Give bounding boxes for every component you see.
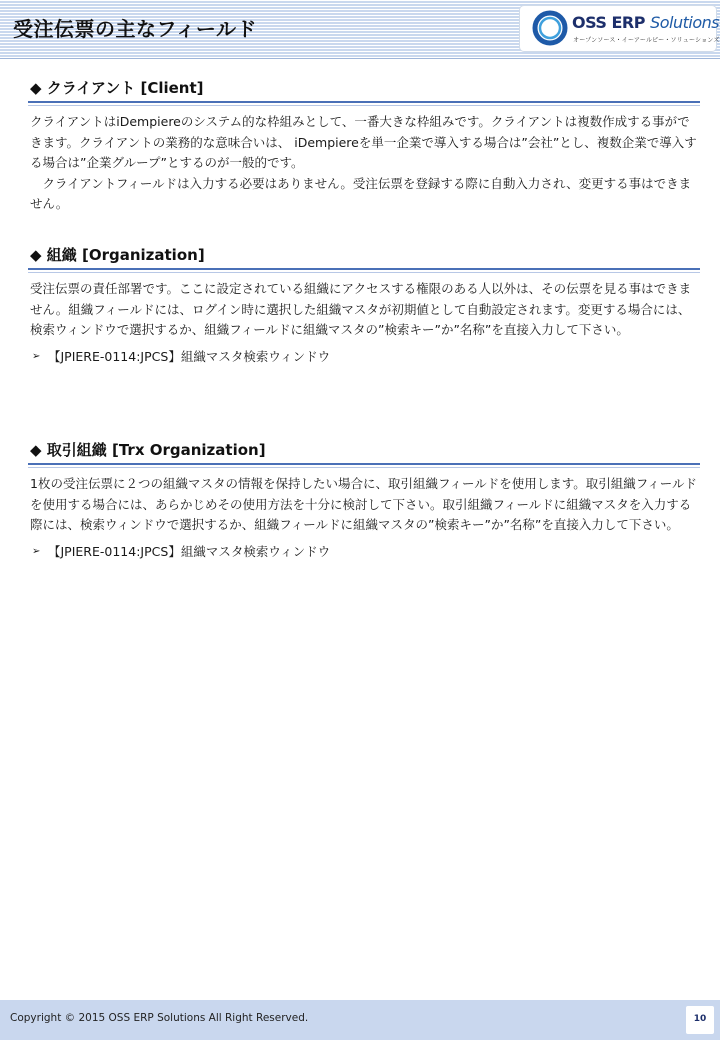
paragraph: クライアントはiDempiereのシステム的な枠組みとして、一番大きな枠組みです。クライアントは複数作成する事ができます。クライアントの業務的な意味合いは、 iDempiereを単一企業で導入する場合は”会社”とし、複数企業で導入する場合は”企業グループ”とするのが一般的です。 xyxy=(30,114,697,170)
section-divider-thin xyxy=(28,105,700,106)
section-body xyxy=(30,112,700,215)
page-footer xyxy=(0,1000,720,1040)
section-divider-thin xyxy=(28,272,700,273)
section-divider xyxy=(28,463,700,465)
logo-name xyxy=(572,13,719,32)
section-divider-thin xyxy=(28,467,700,468)
section-client xyxy=(28,78,700,215)
section-divider xyxy=(28,101,700,103)
logo-name-suffix: Solutions xyxy=(650,13,720,32)
page-title: 受注伝票の主なフィールド xyxy=(13,17,257,41)
section-trx-organization xyxy=(28,440,700,562)
paragraph: 1枚の受注伝票に２つの組織マスタの情報を保持したい場合に、取引組織フィールドを使用します。取引組織フィールドを使用する場合には、あらかじめその使用方法を十分に検討して下さい。取引組織フィールドに組織マスタを入力する際には、検索ウィンドウで選択するか、組織フィールドに組織マスタの”検索キー”か”名称”を直接入力して下さい。 xyxy=(30,476,697,532)
logo-ring-icon xyxy=(532,10,568,46)
page-number-box xyxy=(686,1006,714,1034)
section-body xyxy=(30,474,700,536)
page-header xyxy=(0,0,720,59)
reference-link-text: 【JPIERE-0114:JPCS】組織マスタ検索ウィンドウ xyxy=(48,543,331,559)
section-body xyxy=(30,279,700,341)
paragraph: 受注伝票の責任部署です。ここに設定されている組織にアクセスする権限のある人以外は、その伝票を見る事はできません。組織フィールドには、ログイン時に選択した組織マスタが初期値として自動設定されます。変更する場合には、検索ウィンドウで選択するか、組織フィールドに組織マスタの”検索キー”か”名称”を直接入力して下さい。 xyxy=(30,281,692,337)
paragraph: クライアントフィールドは入力する必要はありません。受注伝票を登録する際に自動入力され、変更する事はできません。 xyxy=(30,175,692,211)
section-heading: ◆ 取引組織 [Trx Organization] xyxy=(30,441,266,459)
arrow-bullet-icon: ➢ xyxy=(32,350,41,362)
section-divider xyxy=(28,268,700,270)
page-number: 10 xyxy=(693,1014,707,1024)
arrow-bullet-icon: ➢ xyxy=(32,545,41,557)
reference-link-text: 【JPIERE-0114:JPCS】組織マスタ検索ウィンドウ xyxy=(48,348,331,364)
copyright-text: Copyright © 2015 OSS ERP Solutions All Right Reserved. xyxy=(10,1012,309,1024)
section-heading: ◆ 組織 [Organization] xyxy=(30,246,205,264)
section-organization xyxy=(28,245,700,367)
section-heading: ◆ クライアント [Client] xyxy=(30,79,204,97)
logo-name-main: OSS ERP xyxy=(572,13,645,32)
reference-bullet xyxy=(28,542,700,562)
reference-bullet xyxy=(28,347,700,367)
company-logo xyxy=(519,5,720,52)
logo-subtitle: オープンソース・イーアールピー・ソリューションズ xyxy=(573,37,720,44)
